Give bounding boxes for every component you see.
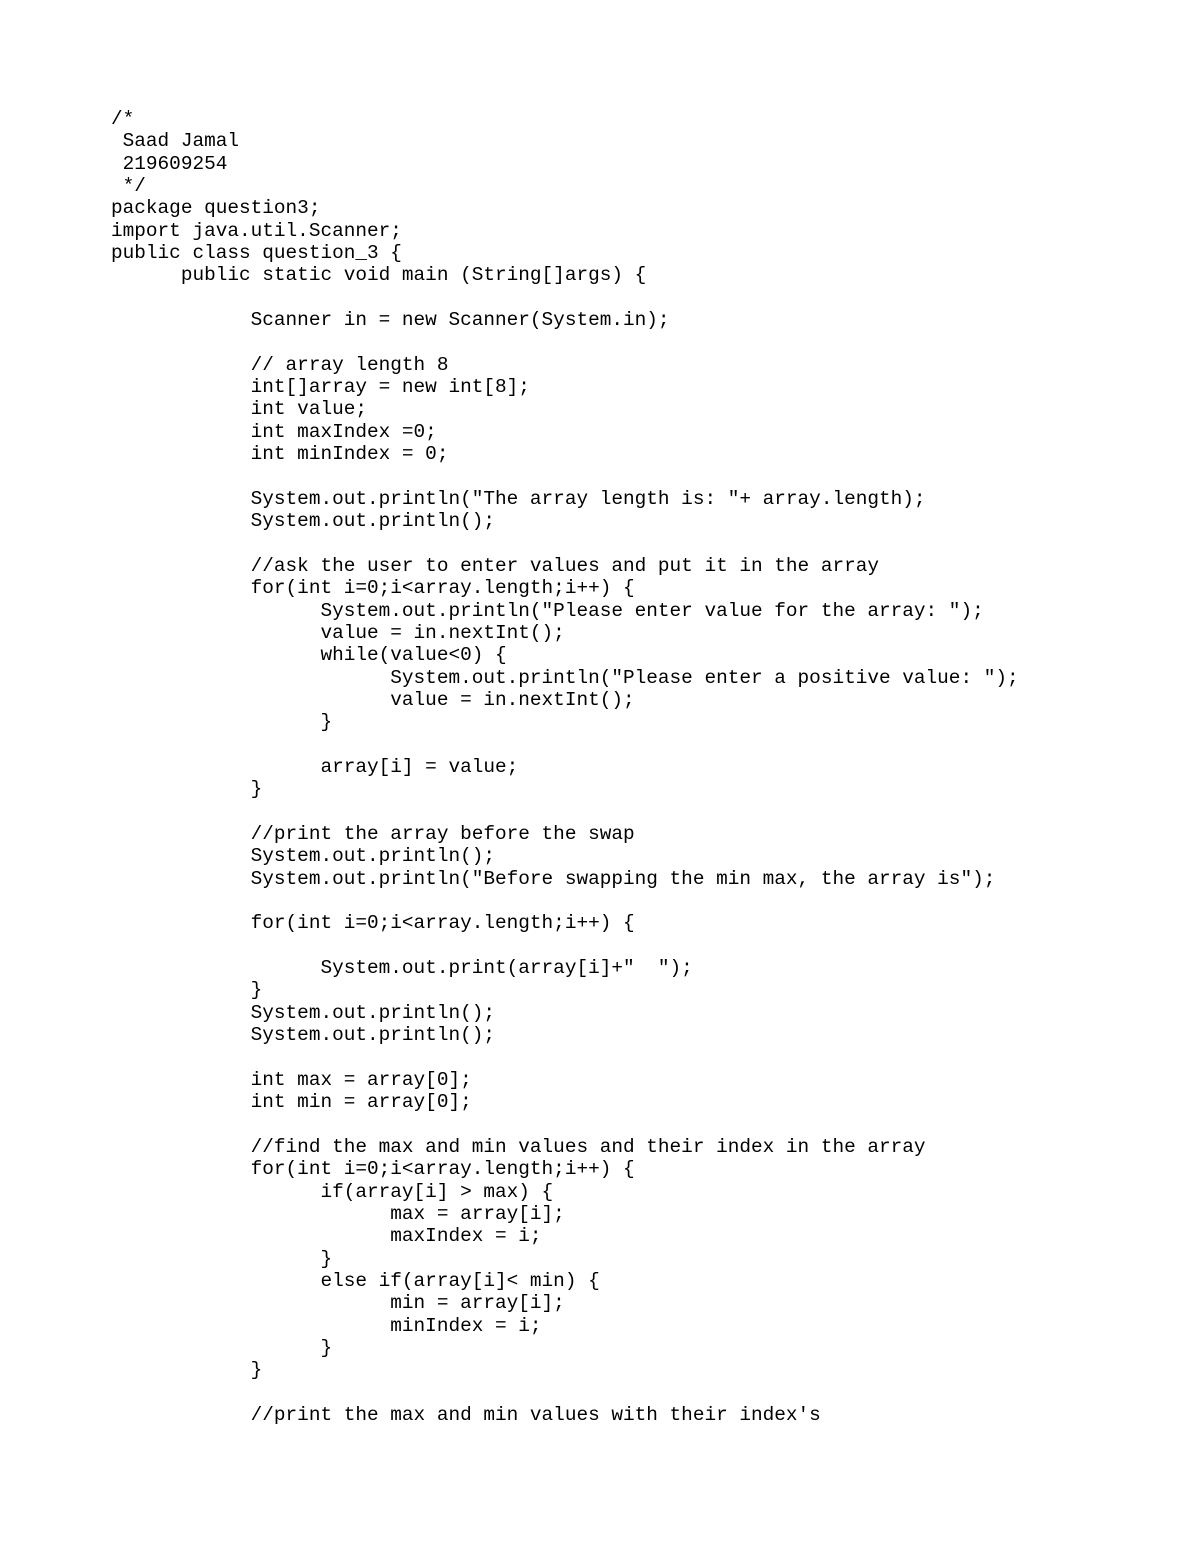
code-line: array[i] = value; (111, 755, 519, 778)
code-line (111, 1113, 1019, 1135)
code-line: else if(array[i]< min) { (111, 1269, 600, 1292)
code-line (111, 1382, 1019, 1404)
code-line: Saad Jamal (111, 130, 239, 153)
code-listing (111, 108, 1019, 1426)
code-line: } (111, 979, 263, 1002)
code-line: } (111, 1359, 263, 1382)
code-line: max = array[i]; (111, 1202, 565, 1225)
code-line: } (111, 1336, 333, 1359)
code-line: for(int i=0;i<array.length;i++) { (111, 577, 635, 600)
code-line: int minIndex = 0; (111, 443, 449, 466)
code-line (111, 1046, 1019, 1068)
code-line (111, 331, 1019, 353)
code-line: int[]array = new int[8]; (111, 376, 530, 399)
code-line (111, 890, 1019, 912)
code-line: System.out.println(); (111, 510, 495, 533)
code-line: } (111, 1247, 333, 1270)
code-line: // array length 8 (111, 353, 449, 376)
code-line (111, 533, 1019, 555)
code-line: //ask the user to enter values and put it in the array (111, 554, 879, 577)
code-line (111, 734, 1019, 756)
code-line (111, 801, 1019, 823)
code-line: //print the max and min values with their index's (111, 1403, 821, 1426)
code-line: //print the array before the swap (111, 823, 635, 845)
code-line (111, 287, 1019, 309)
code-line: if(array[i] > max) { (111, 1180, 554, 1203)
code-line: 219609254 (111, 152, 228, 175)
code-line: } (111, 778, 263, 801)
code-line: for(int i=0;i<array.length;i++) { (111, 912, 635, 935)
code-line: min = array[i]; (111, 1292, 565, 1315)
code-line: import java.util.Scanner; (111, 219, 402, 242)
code-line: while(value<0) { (111, 644, 507, 667)
code-line: Scanner in = new Scanner(System.in); (111, 309, 670, 332)
code-line: public class question_3 { (111, 242, 402, 265)
code-line: value = in.nextInt(); (111, 621, 565, 644)
code-line: minIndex = i; (111, 1314, 542, 1337)
code-line: } (111, 711, 333, 734)
code-line: package question3; (111, 197, 321, 220)
code-line (111, 466, 1019, 488)
code-line: //find the max and min values and their index in the array (111, 1135, 926, 1158)
code-line: public static void main (String[]args) { (111, 264, 647, 287)
code-line: System.out.println("The array length is: "+ array.length); (111, 487, 926, 510)
code-line: System.out.println(); (111, 845, 495, 868)
code-line: /* (111, 108, 135, 130)
code-line: int max = array[0]; (111, 1068, 472, 1091)
code-line: int maxIndex =0; (111, 420, 437, 443)
code-line: System.out.println("Please enter value for the array: "); (111, 599, 984, 622)
code-line: System.out.print(array[i]+" "); (111, 957, 693, 980)
code-line: System.out.println("Please enter a positive value: "); (111, 666, 1019, 689)
code-line: int min = array[0]; (111, 1091, 472, 1114)
code-line: int value; (111, 398, 367, 421)
code-line: for(int i=0;i<array.length;i++) { (111, 1158, 635, 1181)
code-line (111, 935, 1019, 957)
code-line: */ (111, 175, 146, 198)
code-line: maxIndex = i; (111, 1225, 542, 1248)
code-line: System.out.println(); (111, 1024, 495, 1047)
code-line: System.out.println(); (111, 1001, 495, 1024)
code-line: value = in.nextInt(); (111, 688, 635, 711)
code-line: System.out.println("Before swapping the min max, the array is"); (111, 867, 996, 890)
